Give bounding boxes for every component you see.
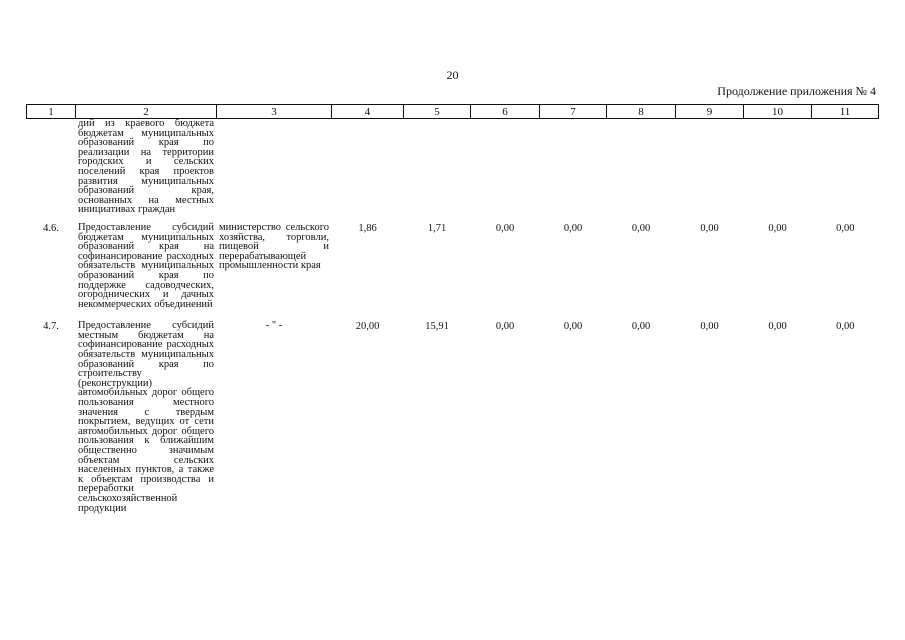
row-description: Предоставление субсидий местным бюджетам на софинансирование расходных обязательств муниципальных образований края по строительству (реконструкции) автомобильных дорог общего пользования местного значения с твердым покрытием, ведущих от сети автомобильных дорог общего пользования к ближайшим общественно значимым объектам сельских населенных пунктов, а также к объектам производства и переработки сельскохозяйственной продукции bbox=[78, 320, 214, 514]
row-value: 0,00 bbox=[631, 222, 651, 234]
column-header-7: 7 bbox=[540, 105, 607, 119]
row-description: Предоставление субсидий бюджетам муниципальных образований края на софинансирование расходных обязательств муниципальных образований края по поддержке садоводческих, огороднических и дачных некоммерческих объединений bbox=[78, 221, 214, 310]
row-value: 1,71 bbox=[427, 222, 447, 234]
row-value bbox=[744, 119, 812, 215]
row-value: 20,00 bbox=[355, 321, 380, 333]
column-header-11: 11 bbox=[812, 105, 879, 119]
row-value bbox=[471, 119, 540, 215]
row-value: 15,91 bbox=[425, 321, 449, 333]
row-value: 0,00 bbox=[700, 321, 719, 333]
table-row bbox=[27, 215, 879, 309]
appendix-continuation-label: Продолжение приложения № 4 bbox=[717, 84, 876, 98]
row-number: 4.6. bbox=[43, 222, 59, 234]
row-value: 0,00 bbox=[631, 321, 651, 333]
data-table bbox=[26, 104, 879, 513]
column-header-5: 5 bbox=[404, 105, 471, 119]
row-value: 0,00 bbox=[836, 321, 855, 333]
table-row bbox=[27, 309, 879, 513]
column-header-10: 10 bbox=[744, 105, 812, 119]
row-value: 0,00 bbox=[700, 222, 719, 234]
row-value bbox=[812, 119, 879, 215]
row-value: 0,00 bbox=[768, 321, 787, 333]
row-value: 0,00 bbox=[563, 321, 583, 333]
column-header-2: 2 bbox=[76, 105, 217, 119]
row-value bbox=[332, 119, 404, 215]
row-executor: - " - bbox=[265, 320, 283, 332]
row-value: 1,86 bbox=[358, 222, 377, 234]
row-executor: министерство сельского хозяйства, торговли, пищевой и перерабатывающей промышленности края bbox=[219, 221, 329, 272]
column-header-8: 8 bbox=[607, 105, 676, 119]
row-value: 0,00 bbox=[495, 321, 515, 333]
row-value bbox=[404, 119, 471, 215]
row-value: 0,00 bbox=[836, 222, 855, 234]
page-number: 20 bbox=[446, 68, 459, 82]
table-header-row bbox=[27, 105, 879, 119]
column-header-4: 4 bbox=[332, 105, 404, 119]
row-value bbox=[540, 119, 607, 215]
row-value bbox=[607, 119, 676, 215]
row-description: дий из краевого бюджета бюджетам муниципальных образований края по реализации на территории городских и сельских поселений края проектов развития муниципальных образований края, основанных на местных инициативах граждан bbox=[78, 118, 214, 216]
row-value: 0,00 bbox=[495, 222, 515, 234]
row-value: 0,00 bbox=[563, 222, 583, 234]
column-header-9: 9 bbox=[676, 105, 744, 119]
column-header-1: 1 bbox=[27, 105, 76, 119]
column-header-3: 3 bbox=[217, 105, 332, 119]
row-value: 0,00 bbox=[768, 222, 787, 234]
column-header-6: 6 bbox=[471, 105, 540, 119]
table-row bbox=[27, 119, 879, 215]
row-number bbox=[27, 119, 76, 215]
row-executor bbox=[217, 119, 332, 215]
row-number: 4.7. bbox=[43, 321, 59, 333]
row-value bbox=[676, 119, 744, 215]
